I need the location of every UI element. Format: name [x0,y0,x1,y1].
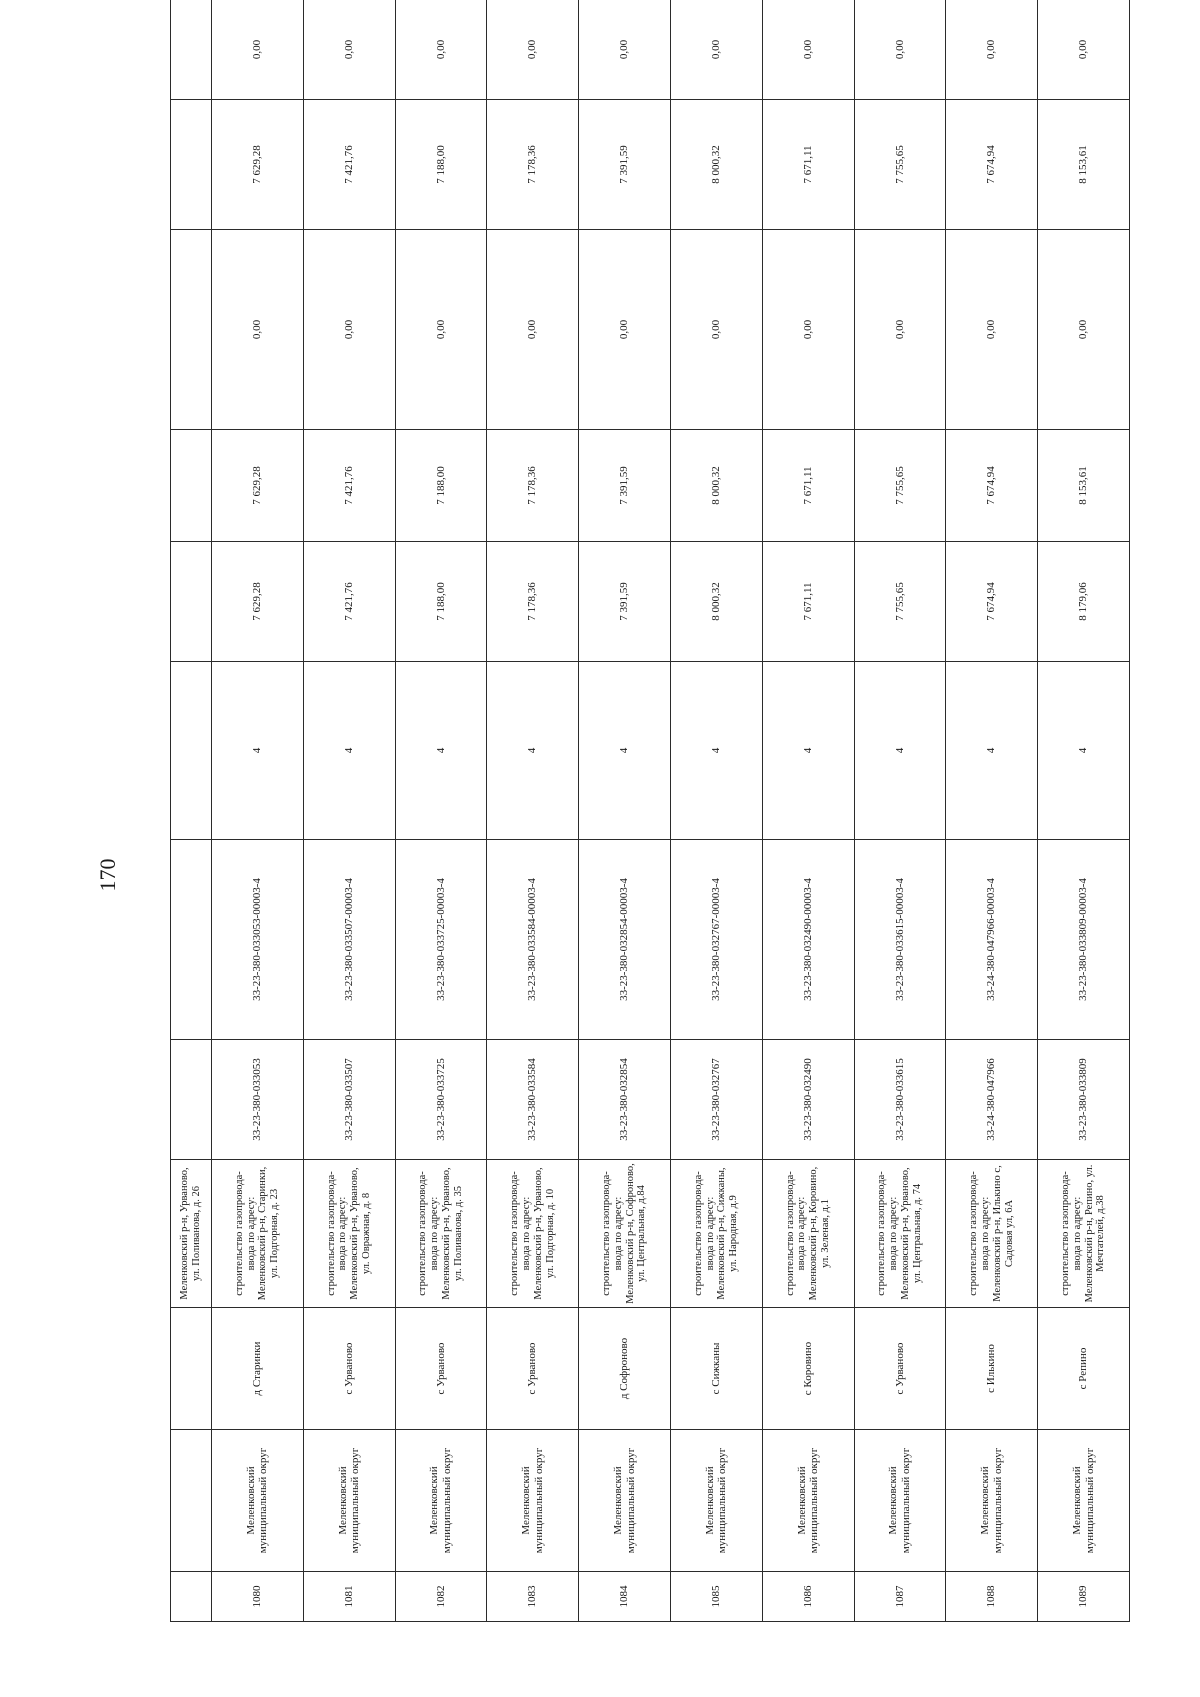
cell-cadastral-block: 33-23-380-033809 [1038,1040,1130,1160]
cell-object-code: 33-23-380-033507-00003-4 [303,840,395,1040]
cell-value-3: 0,00 [762,230,854,430]
cell-settlement: с Репино [1038,1308,1130,1430]
cell-value-4: 7 421,76 [303,100,395,230]
cell-value-3: 0,00 [303,230,395,430]
cell-value-1: 7 671,11 [762,542,854,662]
cell-description: строительство газопровода-ввода по адресу: Меленковский р-н, Старинки, ул. Подгорная, д. 23 [212,1160,304,1308]
cell-value-5: 0,00 [212,0,304,100]
cell-empty [171,230,212,430]
cell-value-1: 7 188,00 [395,542,487,662]
cell-value-5: 0,00 [946,0,1038,100]
cell-value-4: 7 391,59 [579,100,671,230]
cell-object-code: 33-23-380-033053-00003-4 [212,840,304,1040]
cell-object-code: 33-23-380-033725-00003-4 [395,840,487,1040]
cell-row-number: 1084 [579,1572,671,1622]
cell-value-4: 7 629,28 [212,100,304,230]
cell-district: Меленковский муниципальный округ [579,1430,671,1572]
cell-value-3: 0,00 [946,230,1038,430]
cell-empty [171,1572,212,1622]
cell-value-5: 0,00 [762,0,854,100]
cell-empty [171,1308,212,1430]
cell-object-code: 33-23-380-033615-00003-4 [854,840,946,1040]
cell-category: 4 [212,662,304,840]
cell-district: Меленковский муниципальный округ [395,1430,487,1572]
cell-value-1: 7 755,65 [854,542,946,662]
cell-object-code: 33-23-380-032854-00003-4 [579,840,671,1040]
cell-value-2: 8 000,32 [670,430,762,542]
cell-description: строительство газопровода-ввода по адресу: Меленковский р-н, Коровино, ул. Зеленая, д.1 [762,1160,854,1308]
cell-value-4: 8 000,32 [670,100,762,230]
cell-value-5: 0,00 [303,0,395,100]
table-row [212,0,304,1622]
cell-description: строительство газопровода-ввода по адресу: Меленковский р-н, Сижканы, ул. Народная, д.9 [670,1160,762,1308]
cell-settlement: с Урваново [487,1308,579,1430]
cell-value-5: 0,00 [395,0,487,100]
cell-district: Меленковский муниципальный округ [670,1430,762,1572]
cell-empty [171,0,212,100]
cell-empty [171,1430,212,1572]
table-row [1038,0,1130,1622]
cell-settlement: с Илькино [946,1308,1038,1430]
cell-empty [171,100,212,230]
cell-category: 4 [670,662,762,840]
cell-category: 4 [946,662,1038,840]
cell-empty [171,430,212,542]
cell-category: 4 [1038,662,1130,840]
cell-category: 4 [395,662,487,840]
cell-value-4: 7 674,94 [946,100,1038,230]
table-row [946,0,1038,1622]
cell-settlement: с Урваново [303,1308,395,1430]
cell-district: Меленковский муниципальный округ [762,1430,854,1572]
table-row [670,0,762,1622]
cell-category: 4 [487,662,579,840]
cell-value-3: 0,00 [579,230,671,430]
cell-row-number: 1081 [303,1572,395,1622]
cell-description: строительство газопровода-ввода по адресу: Меленковский р-н, Урваново, ул. Поливанова, д. 35 [395,1160,487,1308]
cell-settlement: с Коровино [762,1308,854,1430]
cell-value-4: 7 671,11 [762,100,854,230]
cell-settlement: д Софроново [579,1308,671,1430]
cell-value-1: 7 391,59 [579,542,671,662]
cell-description: Меленковский р-н, Урваново, ул. Поливанова, д. 26 [171,1160,212,1308]
continuation-row [171,0,212,1622]
cell-empty [171,840,212,1040]
cell-description: строительство газопровода-ввода по адресу: Меленковский р-н, Илькино с, Садовая ул, 6А [946,1160,1038,1308]
cell-cadastral-block: 33-23-380-032767 [670,1040,762,1160]
cell-value-1: 7 421,76 [303,542,395,662]
cell-object-code: 33-23-380-033584-00003-4 [487,840,579,1040]
cell-row-number: 1085 [670,1572,762,1622]
table-row [303,0,395,1622]
cell-cadastral-block: 33-23-380-033725 [395,1040,487,1160]
cell-cadastral-block: 33-24-380-047966 [946,1040,1038,1160]
cell-value-1: 7 674,94 [946,542,1038,662]
cell-row-number: 1083 [487,1572,579,1622]
cell-value-4: 7 178,36 [487,100,579,230]
cell-value-2: 8 153,61 [1038,430,1130,542]
cell-settlement: с Урваново [854,1308,946,1430]
cell-value-5: 0,00 [670,0,762,100]
cell-value-3: 0,00 [395,230,487,430]
cell-row-number: 1082 [395,1572,487,1622]
cell-object-code: 33-23-380-032490-00003-4 [762,840,854,1040]
cell-description: строительство газопровода-ввода по адресу: Меленковский р-н, Репино, ул. Мечтателей, д.38 [1038,1160,1130,1308]
cell-value-2: 7 755,65 [854,430,946,542]
cell-row-number: 1087 [854,1572,946,1622]
table-row [395,0,487,1622]
cell-empty [171,662,212,840]
cell-object-code: 33-23-380-033809-00003-4 [1038,840,1130,1040]
cell-value-3: 0,00 [1038,230,1130,430]
cell-cadastral-block: 33-23-380-033615 [854,1040,946,1160]
register-table-body [171,0,1130,1622]
cell-value-1: 7 629,28 [212,542,304,662]
cell-category: 4 [303,662,395,840]
cell-value-5: 0,00 [1038,0,1130,100]
cell-district: Меленковский муниципальный округ [1038,1430,1130,1572]
cell-cadastral-block: 33-23-380-033584 [487,1040,579,1160]
cell-empty [171,1040,212,1160]
table-row [762,0,854,1622]
cell-row-number: 1080 [212,1572,304,1622]
cell-value-4: 7 188,00 [395,100,487,230]
cell-value-2: 7 188,00 [395,430,487,542]
rotated-table-container [170,39,1130,1622]
cell-value-5: 0,00 [579,0,671,100]
register-table [170,0,1130,1622]
cell-value-4: 8 153,61 [1038,100,1130,230]
cell-row-number: 1086 [762,1572,854,1622]
cell-description: строительство газопровода-ввода по адресу: Меленковский р-н, Урваново, ул. Центральная, д. 74 [854,1160,946,1308]
cell-value-3: 0,00 [670,230,762,430]
cell-value-2: 7 421,76 [303,430,395,542]
cell-value-2: 7 178,36 [487,430,579,542]
cell-value-5: 0,00 [487,0,579,100]
table-row [487,0,579,1622]
cell-empty [171,542,212,662]
cell-settlement: д Старинки [212,1308,304,1430]
cell-settlement: с Урваново [395,1308,487,1430]
cell-description: строительство газопровода-ввода по адресу: Меленковский р-н, Урваново, ул. Овражная, д. 8 [303,1160,395,1308]
cell-row-number: 1089 [1038,1572,1130,1622]
page-number: 170 [95,858,120,892]
cell-cadastral-block: 33-23-380-033507 [303,1040,395,1160]
table-row [854,0,946,1622]
table-row [579,0,671,1622]
cell-category: 4 [854,662,946,840]
cell-district: Меленковский муниципальный округ [303,1430,395,1572]
cell-value-2: 7 671,11 [762,430,854,542]
cell-district: Меленковский муниципальный округ [212,1430,304,1572]
cell-description: строительство газопровода-ввода по адресу: Меленковский р-н, Урваново, ул. Подгорная, д. 10 [487,1160,579,1308]
cell-category: 4 [579,662,671,840]
cell-cadastral-block: 33-23-380-032854 [579,1040,671,1160]
cell-value-1: 8 179,06 [1038,542,1130,662]
cell-category: 4 [762,662,854,840]
cell-settlement: с Сижканы [670,1308,762,1430]
cell-value-1: 8 000,32 [670,542,762,662]
cell-value-3: 0,00 [212,230,304,430]
cell-object-code: 33-23-380-032767-00003-4 [670,840,762,1040]
cell-object-code: 33-24-380-047966-00003-4 [946,840,1038,1040]
cell-value-2: 7 391,59 [579,430,671,542]
cell-value-3: 0,00 [487,230,579,430]
cell-value-5: 0,00 [854,0,946,100]
cell-value-4: 7 755,65 [854,100,946,230]
cell-value-2: 7 674,94 [946,430,1038,542]
cell-district: Меленковский муниципальный округ [854,1430,946,1572]
cell-district: Меленковский муниципальный округ [946,1430,1038,1572]
cell-value-3: 0,00 [854,230,946,430]
cell-row-number: 1088 [946,1572,1038,1622]
cell-district: Меленковский муниципальный округ [487,1430,579,1572]
cell-value-2: 7 629,28 [212,430,304,542]
cell-cadastral-block: 33-23-380-033053 [212,1040,304,1160]
cell-value-1: 7 178,36 [487,542,579,662]
cell-cadastral-block: 33-23-380-032490 [762,1040,854,1160]
cell-description: строительство газопровода-ввода по адресу: Меленковский р-н, Софроново, ул. Центральная, д.84 [579,1160,671,1308]
